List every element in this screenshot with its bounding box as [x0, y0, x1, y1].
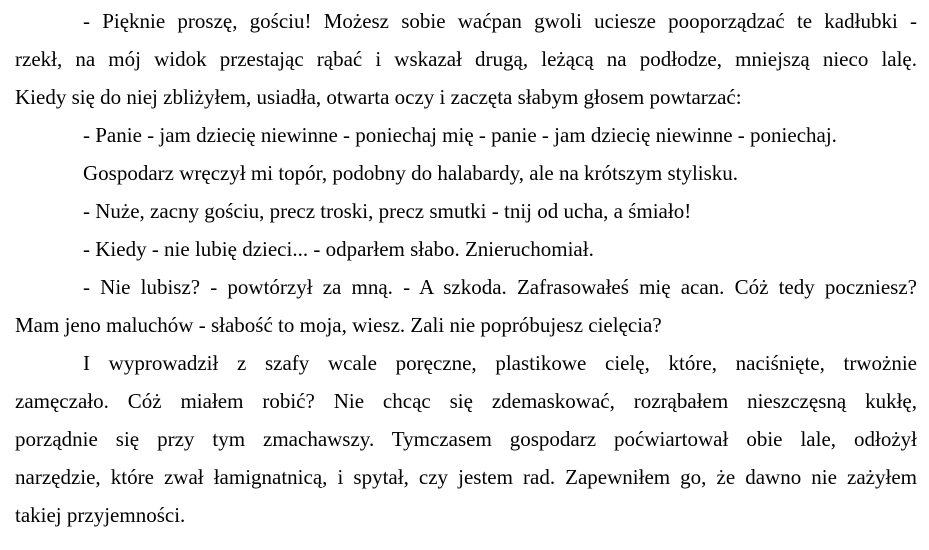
text-line-14: takiej przyjemności.: [15, 503, 186, 527]
text-line-6: - Nuże, zacny gościu, precz troski, precz smutki - tnij od ucha, a śmiało!: [83, 199, 692, 223]
text-line-2: rzekł, na mój widok przestając rąbać i wskazał drugą, leżącą na podłodze, mniejszą nieco lalę.: [15, 47, 917, 71]
text-line-4: - Panie - jam dziecię niewinne - poniechaj mię - panie - jam dziecię niewinne - poniechaj.: [83, 123, 837, 147]
text-line-1: - Pięknie proszę, gościu! Możesz sobie waćpan gwoli ucieszе pooporządzać te kadłubki -: [83, 9, 917, 33]
text-line-3: Kiedy się do niej zbliżyłem, usiadła, otwarta oczy i zaczęta słabym głosem powtarzać:: [15, 85, 742, 109]
text-line-12: porządnie się przy tym zmachawszy. Tymczasem gospodarz poćwiartował obie lale, odłożył: [15, 427, 917, 451]
text-line-11: zamęczało. Cóż miałem robić? Nie chcąc się zdemaskować, rozrąbałem nieszczęsną kukłę,: [15, 389, 917, 413]
text-line-10: I wyprowadził z szafy wcale poręczne, plastikowe cielę, które, naciśnięte, trwożnie: [83, 351, 917, 375]
text-line-13: narzędzie, które zwał łamignatnicą, i spytał, czy jestem rad. Zapewniłem go, że dawno nie zażyłem: [15, 465, 917, 489]
text-line-8: - Nie lubisz? - powtórzył za mną. - A szkoda. Zafrasowałeś mię acan. Cóż tedy poczniesz?: [83, 275, 917, 299]
text-line-5: Gospodarz wręczył mi topór, podobny do halabardy, ale na krótszym stylisku.: [83, 161, 739, 185]
text-line-7: - Kiedy - nie lubię dzieci... - odparłem słabo. Znieruchomiał.: [83, 237, 594, 261]
text-line-9: Mam jeno maluchów - słabość to moja, wiesz. Zali nie popróbujesz cielęcia?: [15, 313, 662, 337]
